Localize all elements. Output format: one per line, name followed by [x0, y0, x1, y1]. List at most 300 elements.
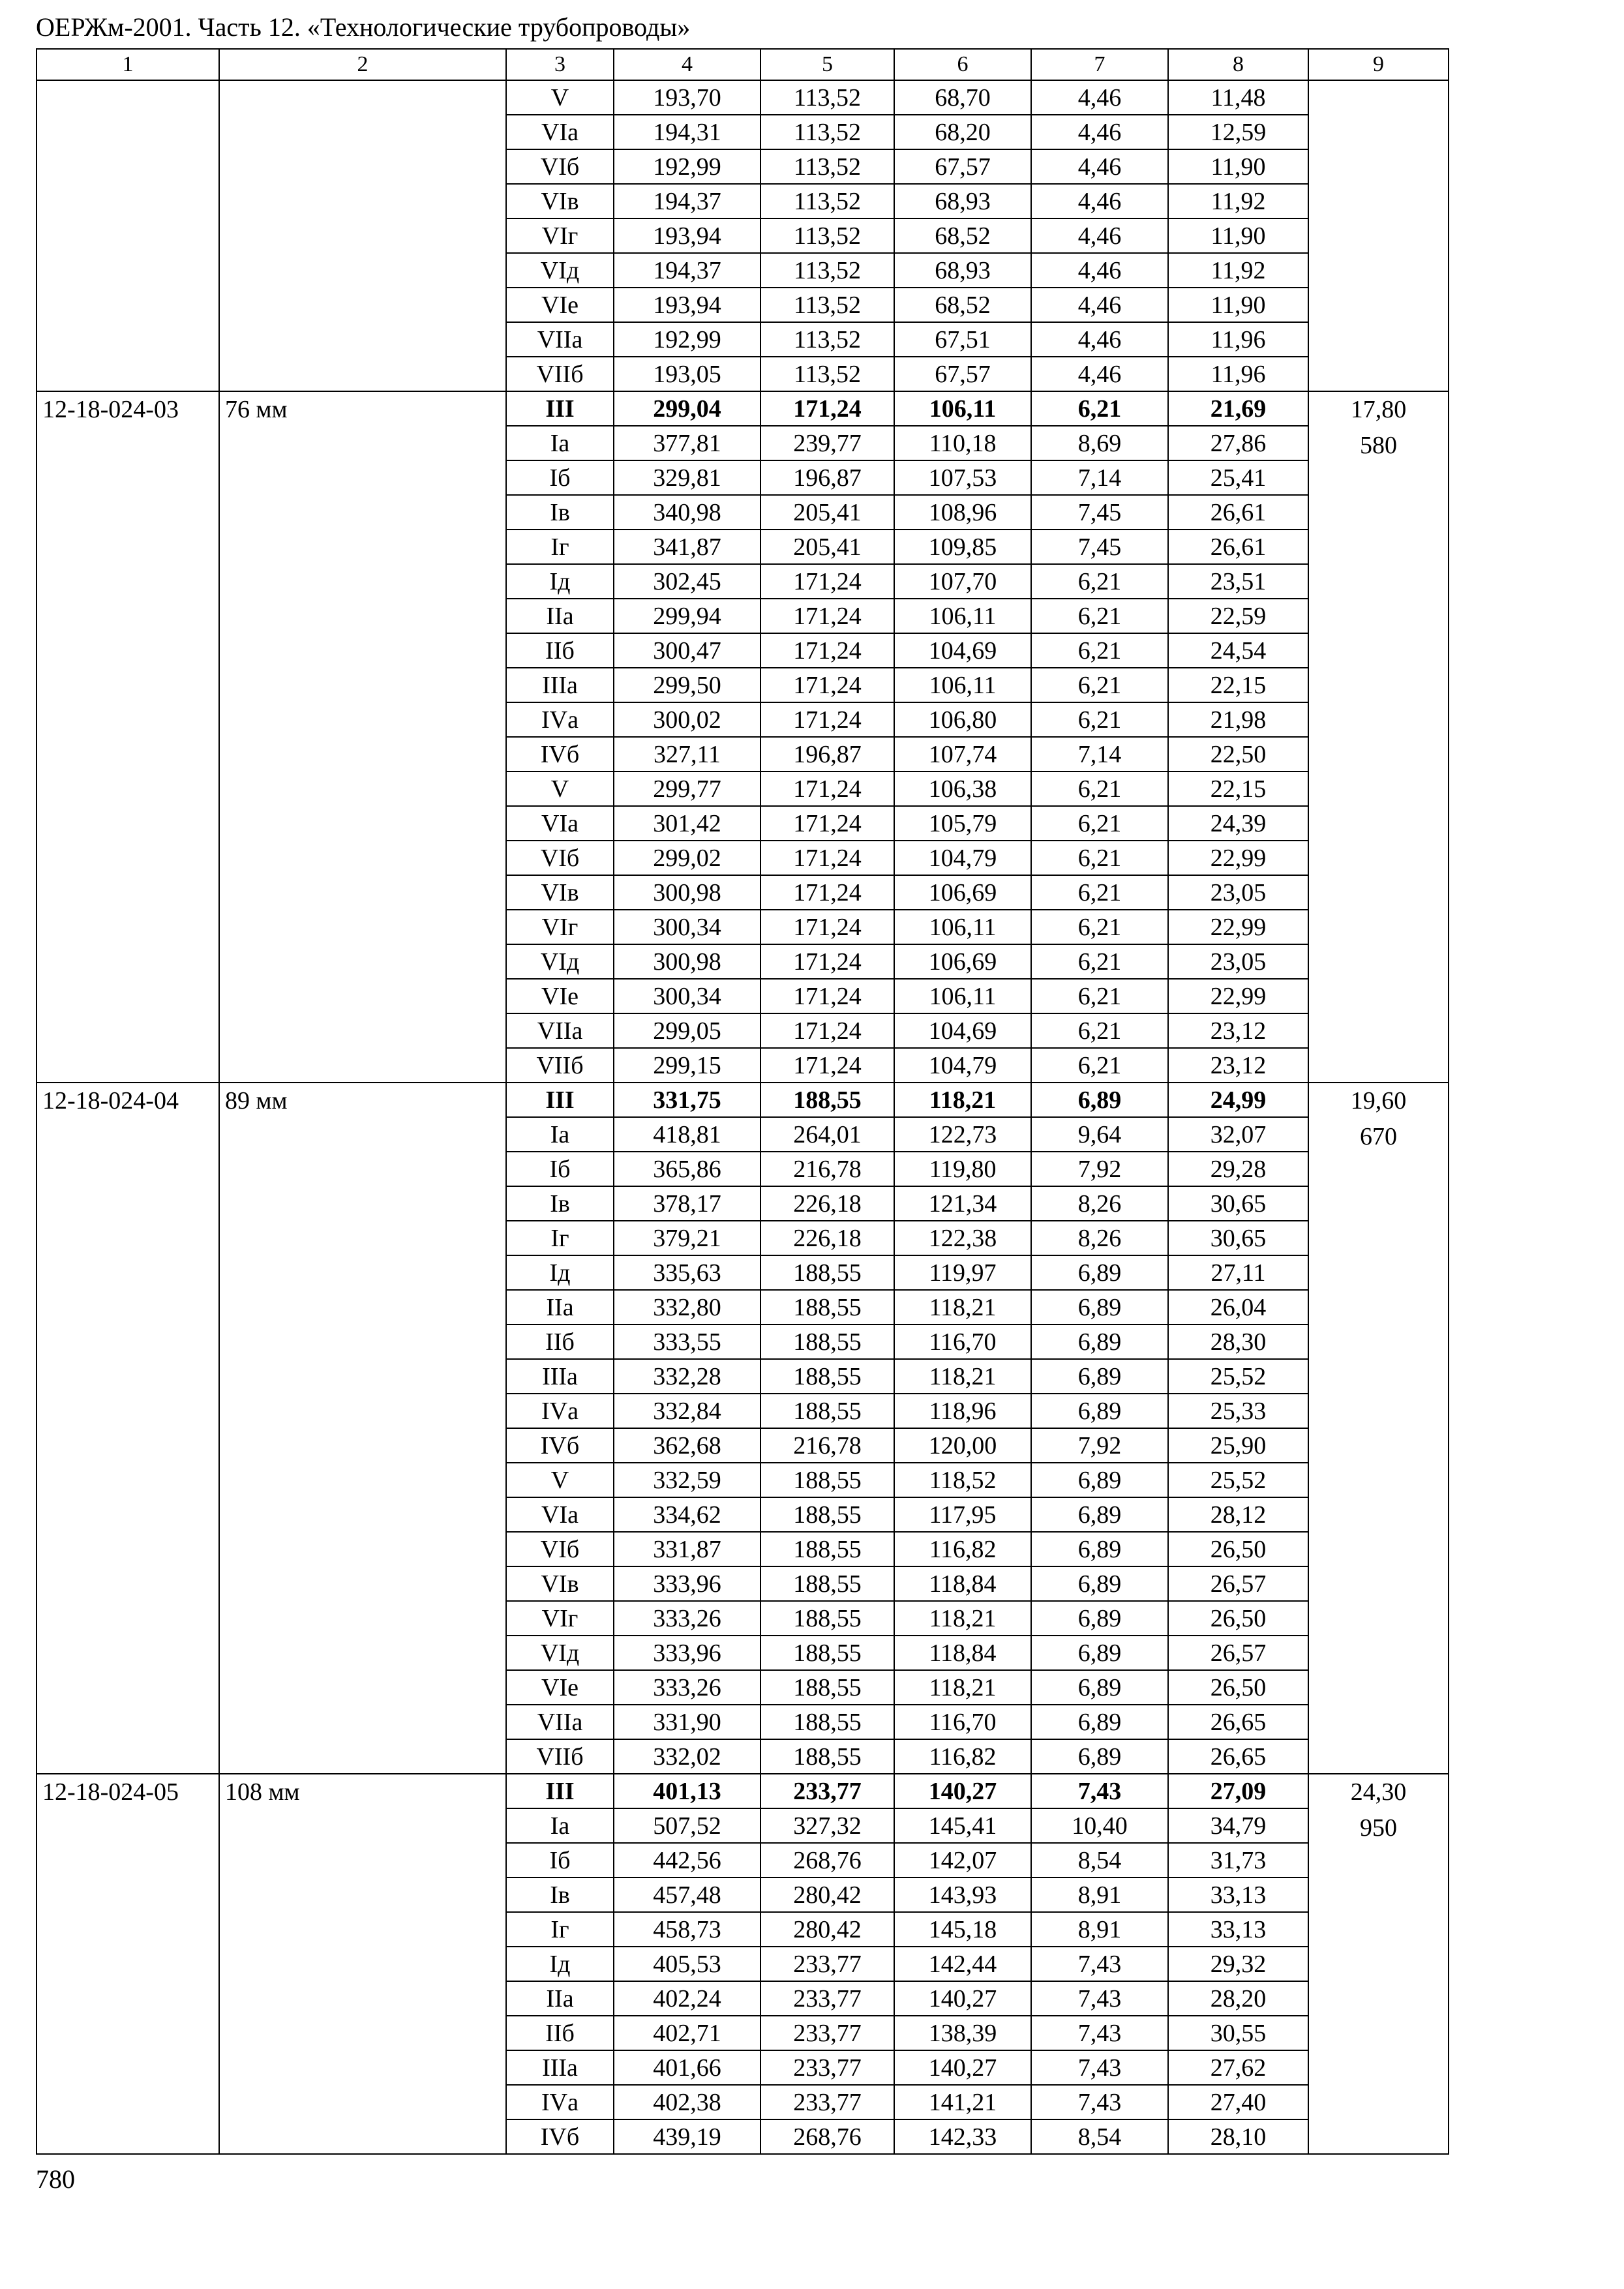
column-number-cell: 3 — [506, 49, 614, 80]
value-cell: 106,80 — [894, 702, 1031, 737]
value-cell: 24,54 — [1168, 633, 1308, 668]
value-cell: 402,24 — [614, 1981, 760, 2016]
value-cell: 140,27 — [894, 1774, 1031, 1808]
value-cell: 196,87 — [760, 737, 894, 771]
value-cell: 26,04 — [1168, 1290, 1308, 1324]
value-cell: 22,15 — [1168, 668, 1308, 702]
value-cell: 6,21 — [1031, 944, 1168, 979]
row-type-cell: IIа — [506, 599, 614, 633]
value-cell: 7,43 — [1031, 1774, 1168, 1808]
value-cell: 11,92 — [1168, 184, 1308, 218]
row-type-cell: Iб — [506, 1152, 614, 1186]
value-cell: 67,57 — [894, 149, 1031, 184]
table-body — [37, 80, 1449, 2154]
table-row — [37, 1083, 1449, 1117]
pipe-size-cell: 76 мм — [219, 391, 506, 1083]
value-cell: 141,21 — [894, 2085, 1031, 2119]
value-cell: 6,21 — [1031, 633, 1168, 668]
value-cell: 193,05 — [614, 357, 760, 391]
value-cell: 300,34 — [614, 910, 760, 944]
row-type-cell: Iа — [506, 426, 614, 460]
value-cell: 6,89 — [1031, 1394, 1168, 1428]
value-cell: 341,87 — [614, 530, 760, 564]
value-cell: 7,14 — [1031, 460, 1168, 495]
value-cell: 68,20 — [894, 115, 1031, 149]
value-cell: 188,55 — [760, 1532, 894, 1566]
column-number-cell: 7 — [1031, 49, 1168, 80]
value-cell: 171,24 — [760, 771, 894, 806]
value-cell: 34,79 — [1168, 1808, 1308, 1843]
value-cell: 108,96 — [894, 495, 1031, 530]
value-cell: 300,98 — [614, 875, 760, 910]
row-type-cell: VIе — [506, 979, 614, 1013]
value-cell: 7,43 — [1031, 2016, 1168, 2050]
value-cell: 8,69 — [1031, 426, 1168, 460]
value-cell: 24,99 — [1168, 1083, 1308, 1117]
value-cell: 107,53 — [894, 460, 1031, 495]
value-cell: 68,52 — [894, 288, 1031, 322]
value-cell: 25,33 — [1168, 1394, 1308, 1428]
value-cell: 122,38 — [894, 1221, 1031, 1255]
row-type-cell: Iг — [506, 1221, 614, 1255]
value-cell: 113,52 — [760, 184, 894, 218]
col9-value: 670 — [1360, 1123, 1397, 1150]
value-cell: 4,46 — [1031, 288, 1168, 322]
value-cell: 171,24 — [760, 391, 894, 426]
value-cell: 26,50 — [1168, 1670, 1308, 1705]
value-cell: 118,84 — [894, 1566, 1031, 1601]
value-cell: 119,80 — [894, 1152, 1031, 1186]
value-cell: 6,21 — [1031, 979, 1168, 1013]
value-cell: 188,55 — [760, 1636, 894, 1670]
row-type-cell: VIе — [506, 288, 614, 322]
row-type-cell: VIд — [506, 253, 614, 288]
value-cell: 458,73 — [614, 1912, 760, 1947]
value-cell: 457,48 — [614, 1878, 760, 1912]
value-cell: 113,52 — [760, 218, 894, 253]
value-cell: 333,96 — [614, 1566, 760, 1601]
value-cell: 21,69 — [1168, 391, 1308, 426]
row-type-cell: IIIа — [506, 2050, 614, 2085]
value-cell: 216,78 — [760, 1152, 894, 1186]
value-cell: 116,70 — [894, 1705, 1031, 1739]
col9-cell — [1308, 1083, 1449, 1774]
value-cell: 27,86 — [1168, 426, 1308, 460]
value-cell: 7,92 — [1031, 1152, 1168, 1186]
row-type-cell: Iв — [506, 495, 614, 530]
value-cell: 138,39 — [894, 2016, 1031, 2050]
value-cell: 8,54 — [1031, 1843, 1168, 1878]
value-cell: 300,34 — [614, 979, 760, 1013]
row-type-cell: V — [506, 771, 614, 806]
row-type-cell: VIIб — [506, 357, 614, 391]
value-cell: 106,11 — [894, 979, 1031, 1013]
rates-table — [36, 48, 1449, 2155]
col9-value: 24,30 — [1350, 1778, 1407, 1806]
table-row — [37, 80, 1449, 115]
row-type-cell: IIа — [506, 1981, 614, 2016]
value-cell: 113,52 — [760, 322, 894, 357]
value-cell: 331,75 — [614, 1083, 760, 1117]
value-cell: 332,59 — [614, 1463, 760, 1497]
value-cell: 6,89 — [1031, 1359, 1168, 1394]
value-cell: 27,62 — [1168, 2050, 1308, 2085]
row-type-cell: VIб — [506, 841, 614, 875]
value-cell: 171,24 — [760, 806, 894, 841]
value-cell: 188,55 — [760, 1255, 894, 1290]
value-cell: 10,40 — [1031, 1808, 1168, 1843]
column-number-cell: 6 — [894, 49, 1031, 80]
value-cell: 24,39 — [1168, 806, 1308, 841]
row-type-cell: III — [506, 391, 614, 426]
row-type-cell: V — [506, 1463, 614, 1497]
value-cell: 25,41 — [1168, 460, 1308, 495]
row-type-cell: Iв — [506, 1186, 614, 1221]
row-type-cell: VIIа — [506, 322, 614, 357]
value-cell: 30,65 — [1168, 1221, 1308, 1255]
value-cell: 118,21 — [894, 1670, 1031, 1705]
value-cell: 402,38 — [614, 2085, 760, 2119]
value-cell: 106,11 — [894, 910, 1031, 944]
value-cell: 142,07 — [894, 1843, 1031, 1878]
value-cell: 7,43 — [1031, 1981, 1168, 2016]
value-cell: 188,55 — [760, 1324, 894, 1359]
value-cell: 327,11 — [614, 737, 760, 771]
value-cell: 300,02 — [614, 702, 760, 737]
value-cell: 106,11 — [894, 391, 1031, 426]
row-type-cell: VIв — [506, 1566, 614, 1601]
value-cell: 6,89 — [1031, 1636, 1168, 1670]
value-cell: 405,53 — [614, 1947, 760, 1981]
value-cell: 6,21 — [1031, 1013, 1168, 1048]
value-cell: 6,89 — [1031, 1463, 1168, 1497]
value-cell: 21,98 — [1168, 702, 1308, 737]
value-cell: 22,99 — [1168, 910, 1308, 944]
value-cell: 205,41 — [760, 495, 894, 530]
value-cell: 171,24 — [760, 1013, 894, 1048]
value-cell: 142,33 — [894, 2119, 1031, 2154]
value-cell: 300,47 — [614, 633, 760, 668]
row-type-cell: VIа — [506, 115, 614, 149]
value-cell: 171,24 — [760, 979, 894, 1013]
value-cell: 6,89 — [1031, 1670, 1168, 1705]
value-cell: 194,31 — [614, 115, 760, 149]
row-type-cell: VIа — [506, 1497, 614, 1532]
value-cell: 401,66 — [614, 2050, 760, 2085]
value-cell: 6,89 — [1031, 1324, 1168, 1359]
value-cell: 4,46 — [1031, 115, 1168, 149]
value-cell: 22,99 — [1168, 979, 1308, 1013]
value-cell: 6,89 — [1031, 1083, 1168, 1117]
value-cell: 113,52 — [760, 288, 894, 322]
value-cell: 105,79 — [894, 806, 1031, 841]
value-cell: 118,21 — [894, 1359, 1031, 1394]
row-type-cell: IVб — [506, 2119, 614, 2154]
value-cell: 233,77 — [760, 1981, 894, 2016]
value-cell: 333,26 — [614, 1601, 760, 1636]
row-type-cell: VIб — [506, 149, 614, 184]
value-cell: 378,17 — [614, 1186, 760, 1221]
value-cell: 104,69 — [894, 1013, 1031, 1048]
row-type-cell: IVа — [506, 702, 614, 737]
row-type-cell: Iв — [506, 1878, 614, 1912]
value-cell: 9,64 — [1031, 1117, 1168, 1152]
value-cell: 299,77 — [614, 771, 760, 806]
value-cell: 28,10 — [1168, 2119, 1308, 2154]
value-cell: 6,89 — [1031, 1255, 1168, 1290]
pipe-size-cell: 108 мм — [219, 1774, 506, 2154]
col9-value: 17,80 — [1350, 396, 1407, 423]
row-type-cell: Iа — [506, 1117, 614, 1152]
value-cell: 8,91 — [1031, 1878, 1168, 1912]
column-number-row — [37, 49, 1449, 80]
value-cell: 192,99 — [614, 149, 760, 184]
value-cell: 26,50 — [1168, 1601, 1308, 1636]
value-cell: 122,73 — [894, 1117, 1031, 1152]
value-cell: 332,84 — [614, 1394, 760, 1428]
value-cell: 106,69 — [894, 875, 1031, 910]
value-cell: 194,37 — [614, 253, 760, 288]
value-cell: 11,92 — [1168, 253, 1308, 288]
value-cell: 171,24 — [760, 944, 894, 979]
value-cell: 31,73 — [1168, 1843, 1308, 1878]
value-cell: 110,18 — [894, 426, 1031, 460]
value-cell: 442,56 — [614, 1843, 760, 1878]
row-type-cell: IIб — [506, 2016, 614, 2050]
row-type-cell: Iд — [506, 1255, 614, 1290]
value-cell: 188,55 — [760, 1290, 894, 1324]
value-cell: 340,98 — [614, 495, 760, 530]
value-cell: 23,05 — [1168, 944, 1308, 979]
col9-value — [1309, 81, 1448, 117]
value-cell: 196,87 — [760, 460, 894, 495]
row-type-cell: Iг — [506, 530, 614, 564]
value-cell: 226,18 — [760, 1221, 894, 1255]
value-cell: 188,55 — [760, 1463, 894, 1497]
value-cell: 8,91 — [1031, 1912, 1168, 1947]
value-cell: 188,55 — [760, 1601, 894, 1636]
value-cell: 11,90 — [1168, 149, 1308, 184]
value-cell: 299,05 — [614, 1013, 760, 1048]
value-cell: 29,32 — [1168, 1947, 1308, 1981]
value-cell: 280,42 — [760, 1912, 894, 1947]
value-cell: 402,71 — [614, 2016, 760, 2050]
value-cell: 22,99 — [1168, 841, 1308, 875]
row-type-cell: VIг — [506, 218, 614, 253]
value-cell: 68,93 — [894, 253, 1031, 288]
row-type-cell: V — [506, 80, 614, 115]
value-cell: 68,52 — [894, 218, 1031, 253]
value-cell: 268,76 — [760, 2119, 894, 2154]
value-cell: 145,18 — [894, 1912, 1031, 1947]
value-cell: 121,34 — [894, 1186, 1031, 1221]
value-cell: 233,77 — [760, 1947, 894, 1981]
value-cell: 7,45 — [1031, 530, 1168, 564]
value-cell: 109,85 — [894, 530, 1031, 564]
value-cell: 333,26 — [614, 1670, 760, 1705]
value-cell: 113,52 — [760, 357, 894, 391]
value-cell: 26,57 — [1168, 1636, 1308, 1670]
value-cell: 22,15 — [1168, 771, 1308, 806]
value-cell: 188,55 — [760, 1670, 894, 1705]
value-cell: 11,96 — [1168, 322, 1308, 357]
row-type-cell: VIг — [506, 1601, 614, 1636]
value-cell: 140,27 — [894, 1981, 1031, 2016]
value-cell: 6,21 — [1031, 702, 1168, 737]
value-cell: 327,32 — [760, 1808, 894, 1843]
row-type-cell: Iб — [506, 1843, 614, 1878]
value-cell: 33,13 — [1168, 1912, 1308, 1947]
value-cell: 4,46 — [1031, 357, 1168, 391]
value-cell: 11,90 — [1168, 288, 1308, 322]
value-cell: 4,46 — [1031, 149, 1168, 184]
value-cell: 362,68 — [614, 1428, 760, 1463]
pipe-size-cell: 89 мм — [219, 1083, 506, 1774]
value-cell: 113,52 — [760, 115, 894, 149]
row-type-cell: VIIа — [506, 1705, 614, 1739]
value-cell: 171,24 — [760, 564, 894, 599]
value-cell: 6,21 — [1031, 875, 1168, 910]
value-cell: 6,89 — [1031, 1739, 1168, 1774]
value-cell: 22,50 — [1168, 737, 1308, 771]
col9-value — [1309, 117, 1448, 153]
value-cell: 7,14 — [1031, 737, 1168, 771]
row-type-cell: VIIб — [506, 1048, 614, 1083]
column-number-cell: 8 — [1168, 49, 1308, 80]
value-cell: 7,43 — [1031, 2085, 1168, 2119]
row-type-cell: IVа — [506, 2085, 614, 2119]
value-cell: 26,65 — [1168, 1739, 1308, 1774]
value-cell: 418,81 — [614, 1117, 760, 1152]
value-cell: 118,52 — [894, 1463, 1031, 1497]
value-cell: 379,21 — [614, 1221, 760, 1255]
col9-cell — [1308, 80, 1449, 391]
value-cell: 332,28 — [614, 1359, 760, 1394]
rate-code-cell: 12-18-024-05 — [37, 1774, 219, 2154]
value-cell: 116,82 — [894, 1532, 1031, 1566]
value-cell: 233,77 — [760, 2085, 894, 2119]
value-cell: 333,55 — [614, 1324, 760, 1359]
value-cell: 8,26 — [1031, 1186, 1168, 1221]
value-cell: 4,46 — [1031, 184, 1168, 218]
value-cell: 299,50 — [614, 668, 760, 702]
value-cell: 188,55 — [760, 1497, 894, 1532]
row-type-cell: Iг — [506, 1912, 614, 1947]
row-type-cell: VIа — [506, 806, 614, 841]
value-cell: 27,11 — [1168, 1255, 1308, 1290]
value-cell: 26,65 — [1168, 1705, 1308, 1739]
value-cell: 23,12 — [1168, 1013, 1308, 1048]
value-cell: 107,74 — [894, 737, 1031, 771]
value-cell: 118,21 — [894, 1290, 1031, 1324]
value-cell: 171,24 — [760, 633, 894, 668]
value-cell: 143,93 — [894, 1878, 1031, 1912]
row-type-cell: VIIб — [506, 1739, 614, 1774]
value-cell: 6,21 — [1031, 806, 1168, 841]
value-cell: 33,13 — [1168, 1878, 1308, 1912]
value-cell: 299,02 — [614, 841, 760, 875]
value-cell: 116,70 — [894, 1324, 1031, 1359]
value-cell: 6,89 — [1031, 1290, 1168, 1324]
column-number-cell: 1 — [37, 49, 219, 80]
rate-code-cell — [37, 80, 219, 391]
value-cell: 104,79 — [894, 1048, 1031, 1083]
value-cell: 120,00 — [894, 1428, 1031, 1463]
value-cell: 30,55 — [1168, 2016, 1308, 2050]
value-cell: 6,89 — [1031, 1705, 1168, 1739]
value-cell: 6,21 — [1031, 771, 1168, 806]
value-cell: 299,94 — [614, 599, 760, 633]
value-cell: 6,89 — [1031, 1566, 1168, 1601]
value-cell: 104,79 — [894, 841, 1031, 875]
value-cell: 11,90 — [1168, 218, 1308, 253]
rate-code-cell: 12-18-024-03 — [37, 391, 219, 1083]
value-cell: 299,15 — [614, 1048, 760, 1083]
value-cell: 6,21 — [1031, 841, 1168, 875]
value-cell: 302,45 — [614, 564, 760, 599]
value-cell: 171,24 — [760, 702, 894, 737]
value-cell: 331,87 — [614, 1532, 760, 1566]
value-cell: 226,18 — [760, 1186, 894, 1221]
value-cell: 188,55 — [760, 1566, 894, 1601]
row-type-cell: IIб — [506, 1324, 614, 1359]
row-type-cell: VIв — [506, 184, 614, 218]
value-cell: 7,45 — [1031, 495, 1168, 530]
value-cell: 194,37 — [614, 184, 760, 218]
value-cell: 171,24 — [760, 1048, 894, 1083]
value-cell: 25,90 — [1168, 1428, 1308, 1463]
value-cell: 140,27 — [894, 2050, 1031, 2085]
value-cell: 107,70 — [894, 564, 1031, 599]
value-cell: 28,30 — [1168, 1324, 1308, 1359]
value-cell: 118,96 — [894, 1394, 1031, 1428]
value-cell: 145,41 — [894, 1808, 1031, 1843]
value-cell: 68,93 — [894, 184, 1031, 218]
value-cell: 23,05 — [1168, 875, 1308, 910]
row-type-cell: VIд — [506, 1636, 614, 1670]
value-cell: 106,38 — [894, 771, 1031, 806]
value-cell: 332,80 — [614, 1290, 760, 1324]
value-cell: 188,55 — [760, 1739, 894, 1774]
value-cell: 188,55 — [760, 1083, 894, 1117]
value-cell: 329,81 — [614, 460, 760, 495]
value-cell: 116,82 — [894, 1739, 1031, 1774]
row-type-cell: VIг — [506, 910, 614, 944]
value-cell: 171,24 — [760, 668, 894, 702]
value-cell: 192,99 — [614, 322, 760, 357]
value-cell: 118,84 — [894, 1636, 1031, 1670]
value-cell: 280,42 — [760, 1878, 894, 1912]
value-cell: 29,28 — [1168, 1152, 1308, 1186]
value-cell: 299,04 — [614, 391, 760, 426]
value-cell: 28,20 — [1168, 1981, 1308, 2016]
value-cell: 26,61 — [1168, 530, 1308, 564]
value-cell: 4,46 — [1031, 80, 1168, 115]
rate-code-cell: 12-18-024-04 — [37, 1083, 219, 1774]
value-cell: 142,44 — [894, 1947, 1031, 1981]
value-cell: 6,21 — [1031, 1048, 1168, 1083]
value-cell: 333,96 — [614, 1636, 760, 1670]
value-cell: 11,48 — [1168, 80, 1308, 115]
value-cell: 8,54 — [1031, 2119, 1168, 2154]
value-cell: 22,59 — [1168, 599, 1308, 633]
value-cell: 6,21 — [1031, 599, 1168, 633]
pipe-size-cell — [219, 80, 506, 391]
value-cell: 171,24 — [760, 875, 894, 910]
value-cell: 264,01 — [760, 1117, 894, 1152]
value-cell: 106,69 — [894, 944, 1031, 979]
value-cell: 301,42 — [614, 806, 760, 841]
